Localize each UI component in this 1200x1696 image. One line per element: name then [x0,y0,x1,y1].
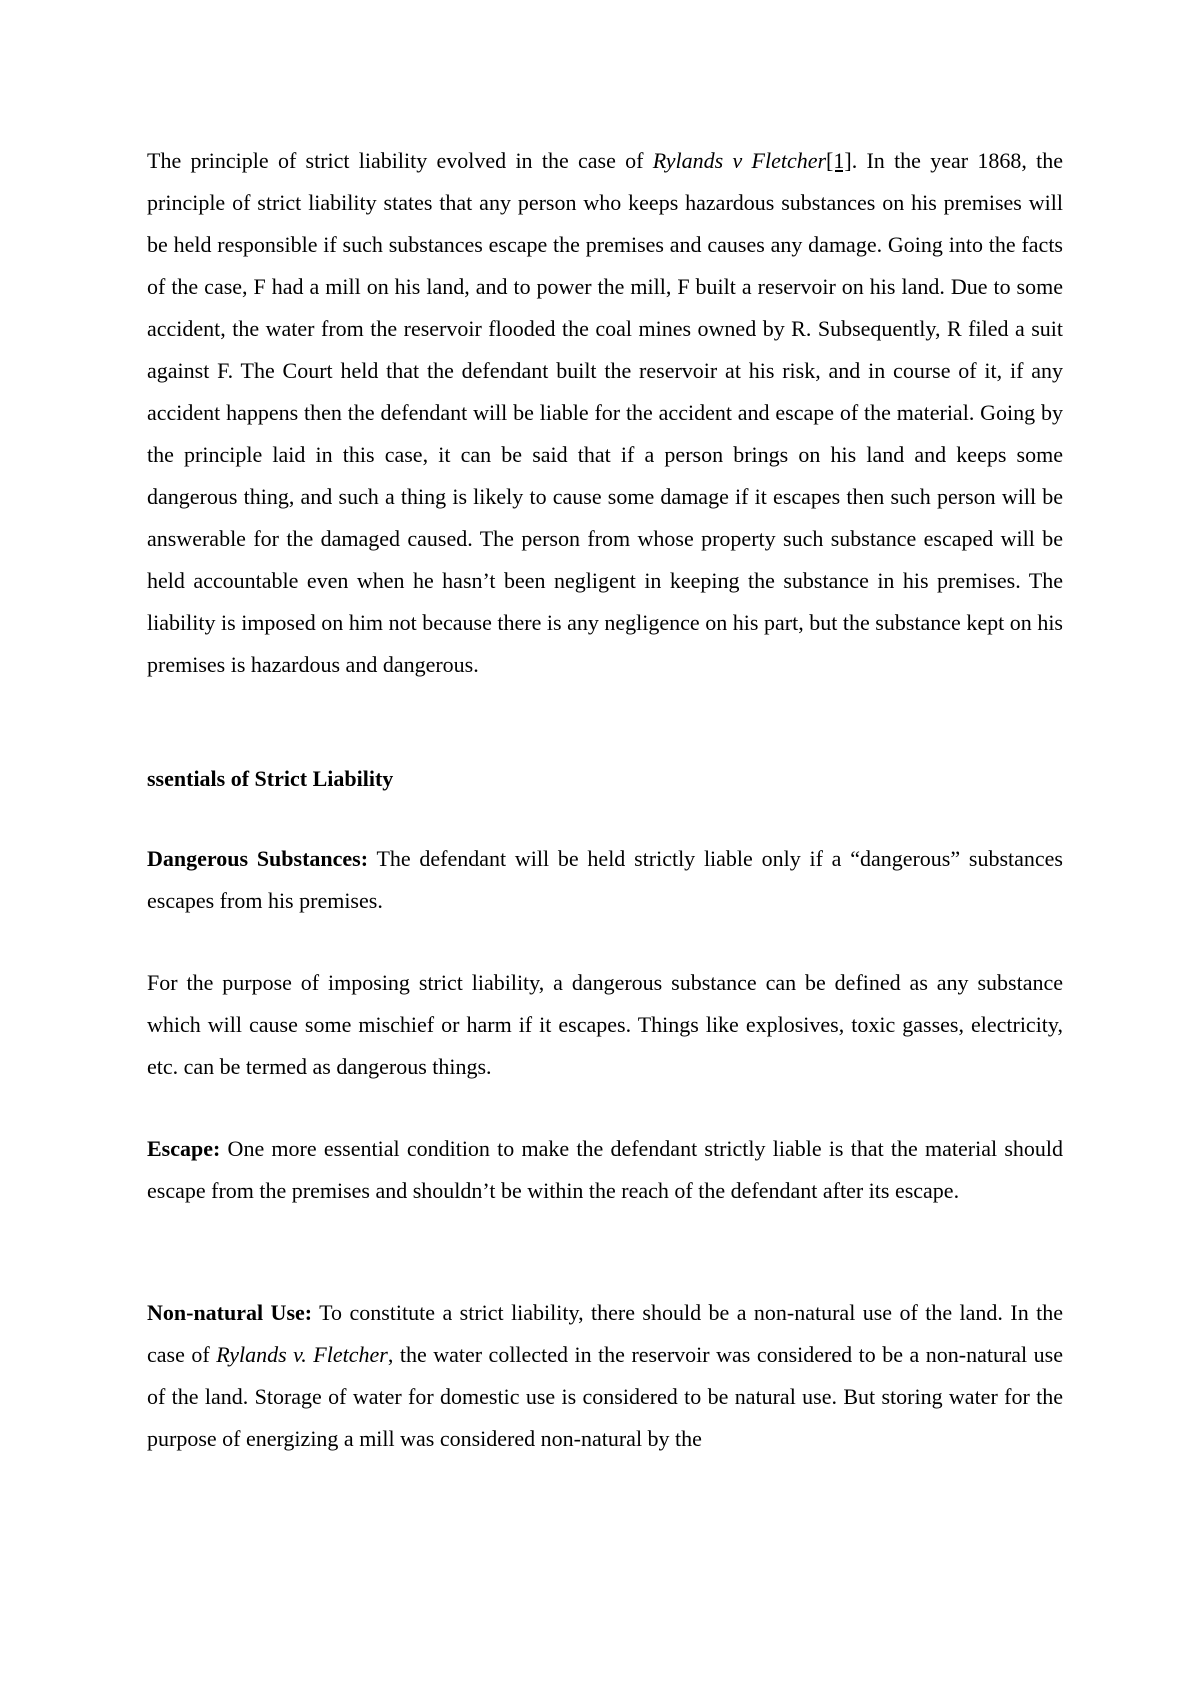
case-name-2: Rylands v. Fletcher [216,1342,388,1367]
case-name: Rylands v Fletcher [652,148,827,173]
section-heading: ssentials of Strict Liability [147,766,394,791]
footnote-link[interactable]: [1] [826,148,852,173]
intro-text-rest: . In the year 1868, the principle of strict liability states that any person who keeps hazardous substances on his premises will be held responsible if such substances escape the premises and causes any damage. Going into the facts of the case, F had a mill on his land, and to power the mill, F built a reservoir on his land. Due to some accident, the water from the reservoir flooded the coal mines owned by R. Subsequently, R filed a suit against F. The Court held that the defendant built the reservoir at his risk, and in course of it, if any accident happens then the defendant will be liable for the accident and escape of the material. Going by the principle laid in this case, it can be said that if a person brings on his land and keeps some dangerous thing, and such a thing is likely to cause some damage if it escapes then such person will be answerable for the damaged caused. The person from whose property such substance escaped will be held accountable even when he hasn’t been negligent in keeping the substance in his premises. The liability is imposed on him not because there is any negligence on his part, but the substance kept on his premises is hazardous and dangerous. [147,148,1063,677]
dangerous-substances-text: The defendant will be held strictly liable only if a “dangerous” substances escapes from his premises. [147,846,1063,913]
dangerous-substances-paragraph [147,838,1063,922]
intro-paragraph [147,140,1063,686]
non-natural-use-paragraph [147,1292,1063,1460]
escape-lead: Escape: [147,1136,221,1161]
document-page [147,140,1063,1460]
non-natural-use-text-start: To constitute a strict liability, there should be a non-natural use of the land. In the case of [147,1300,1064,1367]
non-natural-use-text-rest: , the water collected in the reservoir was considered to be a non-natural use of the land. Storage of water for domestic use is considered to be natural use. But storing water for the purpose of energizing a mill was considered non-natural by the [147,1342,1063,1451]
intro-text-start: The principle of strict liability evolved in the case of [147,148,653,173]
dangerous-substances-lead: Dangerous Substances: [147,846,369,871]
non-natural-use-lead: Non-natural Use: [147,1300,313,1325]
definition-paragraph: For the purpose of imposing strict liability, a dangerous substance can be defined as any substance which will cause some mischief or harm if it escapes. Things like explosives, toxic gasses, electricity, etc. can be termed as dangerous things. [147,970,1063,1079]
escape-paragraph [147,1128,1063,1212]
escape-text: One more essential condition to make the defendant strictly liable is that the material should escape from the premises and shouldn’t be within the reach of the defendant after its escape. [147,1136,1063,1203]
